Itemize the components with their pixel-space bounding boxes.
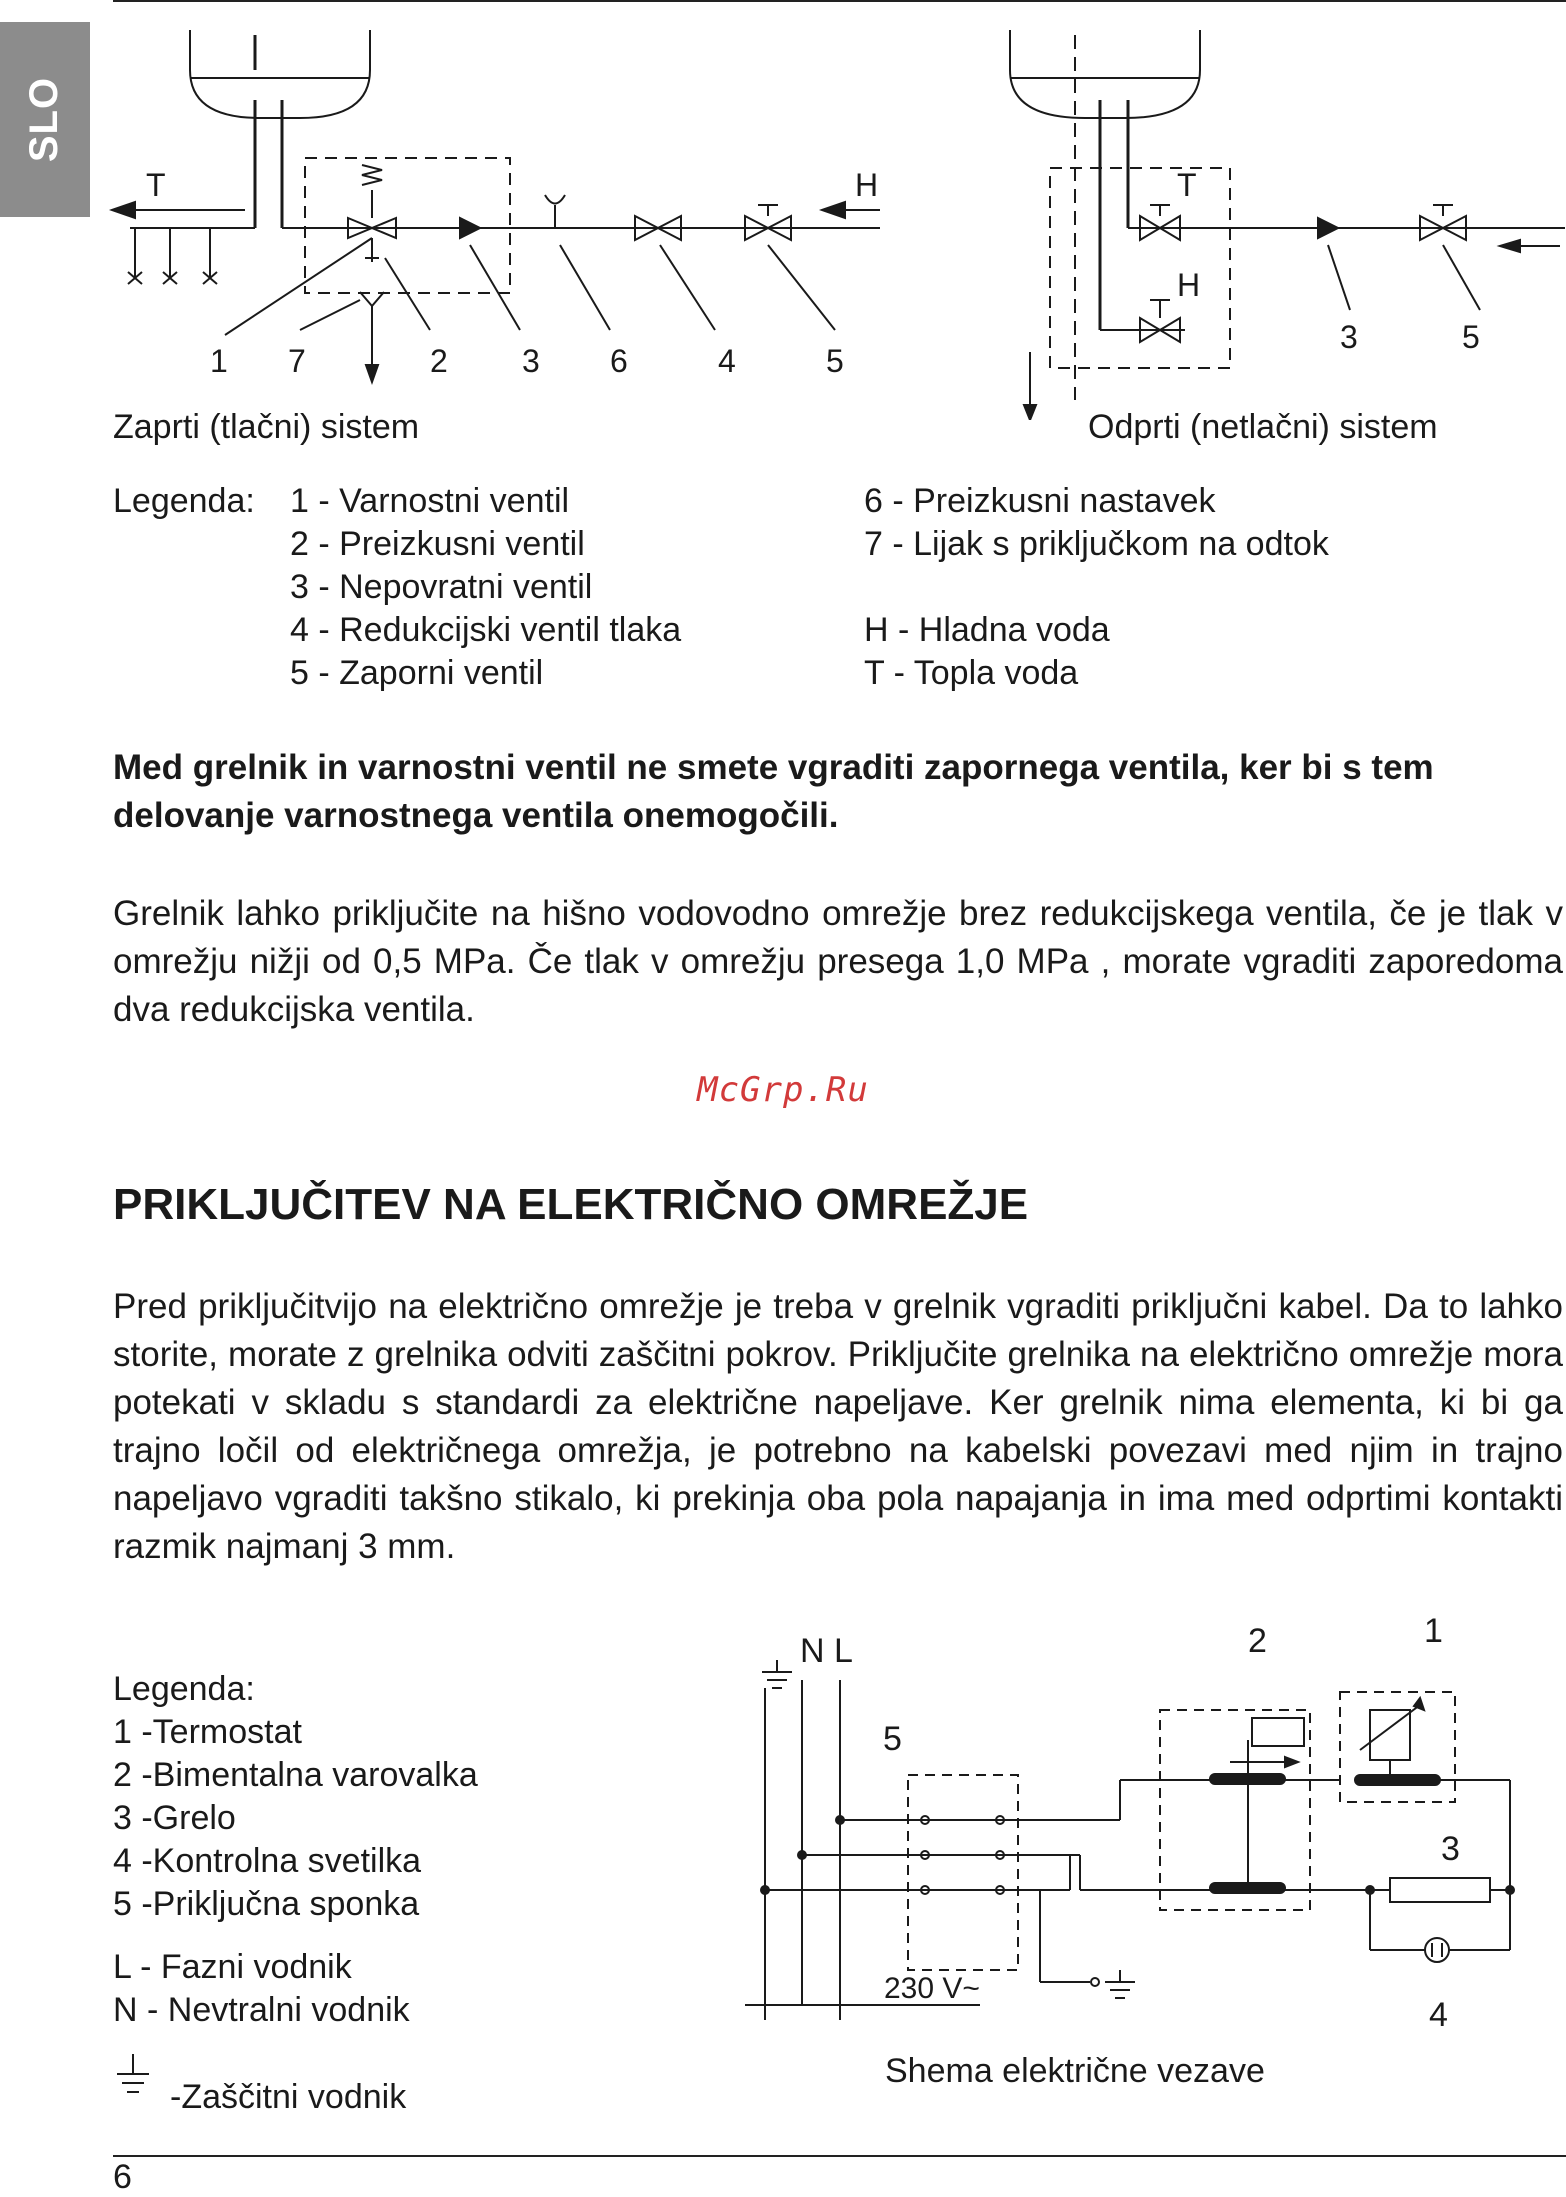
water-legend-item: 6 - Preizkusni nastavek bbox=[864, 482, 1216, 520]
diagram-label-4: 4 bbox=[1429, 1996, 1448, 2034]
electric-legend-item: 3 -Grelo bbox=[113, 1799, 236, 1837]
phase-conductor-label: L - Fazni vodnik bbox=[113, 1948, 352, 1986]
open-label-3: 3 bbox=[1340, 319, 1358, 355]
electric-legend bbox=[113, 1668, 478, 2032]
diagram-label-3: 3 bbox=[1441, 1830, 1460, 1868]
electric-legend-item: 2 -Bimentalna varovalka bbox=[113, 1756, 478, 1794]
water-legend-title: Legenda: bbox=[113, 482, 255, 520]
diagram-label-2: 2 bbox=[1248, 1622, 1267, 1660]
water-legend-item: 4 - Redukcijski ventil tlaka bbox=[290, 611, 682, 649]
electric-legend-spacer bbox=[113, 1926, 478, 1946]
ground-icon bbox=[113, 2050, 163, 2110]
water-legend-right bbox=[864, 480, 1329, 695]
watermark: McGrp.Ru bbox=[697, 1070, 869, 1110]
open-system-schematic bbox=[1010, 30, 1565, 420]
water-legend-item: 7 - Lijak s priključkom na odtok bbox=[864, 525, 1329, 563]
closed-label-h: H bbox=[855, 167, 879, 203]
open-label-5: 5 bbox=[1462, 319, 1480, 355]
supply-label: N L bbox=[800, 1632, 853, 1670]
water-legend-left bbox=[290, 480, 681, 695]
diagram-label-5: 5 bbox=[883, 1720, 902, 1758]
water-connection-diagram bbox=[0, 0, 1566, 420]
page-number: 6 bbox=[113, 2158, 132, 2196]
closed-label-3: 3 bbox=[522, 343, 540, 379]
diagram-label-1: 1 bbox=[1424, 1612, 1443, 1650]
electric-legend-item: 1 -Termostat bbox=[113, 1713, 302, 1751]
closed-label-7: 7 bbox=[288, 343, 306, 379]
electric-legend-item: 5 -Priključna sponka bbox=[113, 1885, 420, 1923]
water-legend-item: 1 - Varnostni ventil bbox=[290, 482, 570, 520]
open-label-h: H bbox=[1177, 267, 1201, 303]
electric-legend-item: 4 -Kontrolna svetilka bbox=[113, 1842, 422, 1880]
water-legend-item: 5 - Zaporni ventil bbox=[290, 654, 544, 692]
electric-wiring-diagram bbox=[740, 1600, 1566, 2060]
water-legend-item: 3 - Nepovratni ventil bbox=[290, 568, 593, 606]
electric-legend-title: Legenda: bbox=[113, 1670, 255, 1708]
closed-label-5: 5 bbox=[826, 343, 844, 379]
closed-label-6: 6 bbox=[610, 343, 628, 379]
closed-label-4: 4 bbox=[718, 343, 736, 379]
neutral-conductor-label: N - Nevtralni vodnik bbox=[113, 1991, 410, 2029]
bottom-rule bbox=[113, 2155, 1566, 2157]
open-system-caption: Odprti (netlačni) sistem bbox=[1088, 408, 1438, 446]
protective-conductor-label: -Zaščitni vodnik bbox=[170, 2078, 407, 2116]
closed-label-1: 1 bbox=[210, 343, 228, 379]
closed-system-caption: Zaprti (tlačni) sistem bbox=[113, 408, 420, 446]
electrical-paragraph: Pred priključitvijo na električno omrežje je treba v grelnik vgraditi priključni kabel. Da to lahko storite, morate z grelnika odviti zaščitni pokrov. Priključite grelnika na električno omrežje mora potekati v skladu s standardi za električne napeljave. Ker grelnik nima elementa, ki bi ga trajno ločil od električnega omrežja, je potrebno na kabelski povezavi med njim in trajno napeljavo vgraditi takšno stikalo, ki prekinja oba pola napajanja in ima med odprtimi kontakti razmik najmanj 3 mm. bbox=[113, 1287, 1563, 1566]
safety-warning: Med grelnik in varnostni ventil ne smete vgraditi zapornega ventila, ker bi s tem delovanje varnostnega ventila onemogočili. bbox=[113, 748, 1434, 835]
closed-system-schematic bbox=[112, 30, 880, 382]
electric-diagram-caption: Shema električne vezave bbox=[885, 2052, 1265, 2090]
water-legend-spacer bbox=[864, 566, 1329, 609]
language-tab-label: SLO bbox=[22, 76, 67, 163]
open-label-t: T bbox=[1177, 167, 1197, 203]
closed-label-t: T bbox=[146, 167, 166, 203]
voltage-label: 230 V~ bbox=[884, 1972, 980, 2005]
section-title: PRIKLJUČITEV NA ELEKTRIČNO OMREŽJE bbox=[113, 1180, 1029, 1229]
water-legend-item: T - Topla voda bbox=[864, 654, 1079, 692]
pressure-paragraph: Grelnik lahko priključite na hišno vodovodno omrežje brez redukcijskega ventila, če je tlak v omrežju nižji od 0,5 MPa. Če tlak v omrežju presega 1,0 MPa , morate vgraditi zaporedoma dva redukcijska ventila. bbox=[113, 894, 1563, 1029]
closed-label-2: 2 bbox=[430, 343, 448, 379]
water-legend-item: H - Hladna voda bbox=[864, 611, 1110, 649]
water-legend-item: 2 - Preizkusni ventil bbox=[290, 525, 585, 563]
